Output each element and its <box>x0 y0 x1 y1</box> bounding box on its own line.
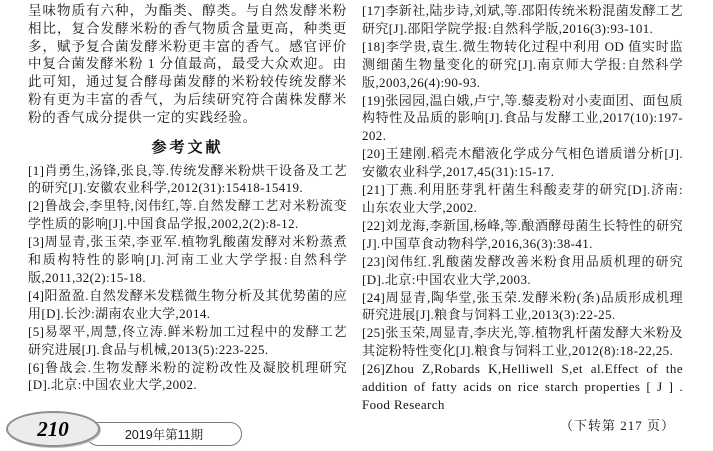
reference-item: [18]李学贵,袁生.微生物转化过程中利用 OD 值实时监测细菌生物量变化的研究[J].南京师大学报:自然科学版,2003,26(4):90-93. <box>362 38 683 90</box>
issue-badge: 2019年第11期 <box>86 422 242 446</box>
references-list-right <box>362 2 683 414</box>
reference-item: [22]刘龙海,李新国,杨峰,等.酿酒酵母菌生长特性的研究[J].中国草食动物科学,2016,36(3):38-41. <box>362 217 683 251</box>
reference-item: [26]Zhou Z,Robards K,Helliwell S,et al.Effect of the addition of fatty acids on rice starch properties [ J ] . Food Research <box>362 361 683 412</box>
reference-item: [3]周显青,张玉荣,李亚军.植物乳酸菌发酵对米粉蒸煮和质构特性的影响[J].河南工业大学学报:自然科学版,2011,32(2):15-18. <box>28 234 347 286</box>
page-number-badge: 210 <box>6 411 100 447</box>
reference-item: [17]李新社,陆步诗,刘斌,等.邵阳传统米粉混菌发酵工艺研究[J].邵阳学院学报:自然科学版,2016(3):93-101. <box>362 3 683 36</box>
reference-item: [2]鲁战会,李里特,闵伟红,等.自然发酵工艺对米粉流变学性质的影响[J].中国食品学报,2002,2(2):8-12. <box>28 198 347 232</box>
reference-item: [21]丁燕.利用胚芽乳杆菌生科酸麦芽的研究[D].济南:山东农业大学,2002. <box>362 182 683 215</box>
reference-item: [6]鲁战会.生物发酵米粉的淀粉改性及凝胶机理研究[D].北京:中国农业大学,2002. <box>28 359 347 393</box>
references-list-left <box>28 162 347 395</box>
reference-item: [4]阳盈盈.自然发酵米发糕微生物分析及其优势菌的应用[D].长沙:湖南农业大学,2014. <box>28 287 347 321</box>
reference-item: [5]易翠平,周慧,佟立涛.鲜米粉加工过程中的发酵工艺研究进展[J].食品与机械,2013(5):223-225. <box>28 323 347 357</box>
body-paragraph: 呈味物质有六种，为酯类、醇类。与自然发酵米粉相比，复合发酵米粉的香气物质含量更高，种类更多，赋予复合菌发酵米粉更丰富的香气。感官评价中复合菌发酵米粉 1 分值最高，最受大众欢迎。由此可知，通过复合酵母菌发酵的米粉较传统发酵米粉有更为丰富的香气，为后续研究符合菌株发酵米粉的香气成分提供一定的实践经验。 <box>28 3 347 125</box>
references-heading: 参考文献 <box>151 138 224 156</box>
reference-item: [1]肖勇生,汤锋,张良,等.传统发酵米粉烘干设备及工艺的研究[J].安徽农业科学,2012(31):15418-15419. <box>28 162 347 196</box>
reference-item: [24]周显青,陶华堂,张玉荣.发酵米粉(条)品质形成机理研究进展[J].粮食与饲料工业,2013(3):22-25. <box>362 289 683 323</box>
left-column <box>28 2 347 394</box>
right-column <box>362 2 683 434</box>
reference-item: [19]张园园,温白娥,卢宁,等.藜麦粉对小麦面团、面包质构特性及品质的影响[J].食品与发酵工业,2017(10):197-202. <box>362 92 683 144</box>
reference-item: [23]闵伟红.乳酸菌发酵改善米粉食用品质机理的研究[D].北京:中国农业大学,2003. <box>362 253 683 287</box>
reference-item: [25]张玉荣,周显青,李庆光,等.植物乳杆菌发酵大米粉及其淀粉特性变化[J].粮食与饲料工业,2012(8):18-22,25. <box>362 325 683 359</box>
reference-item: [20]王建刚.稻壳木醋液化学成分气相色谱质谱分析[J].安徽农业科学,2017,45(31):15-17. <box>362 146 683 180</box>
continuation-note: （下转第 217 页） <box>559 417 675 433</box>
